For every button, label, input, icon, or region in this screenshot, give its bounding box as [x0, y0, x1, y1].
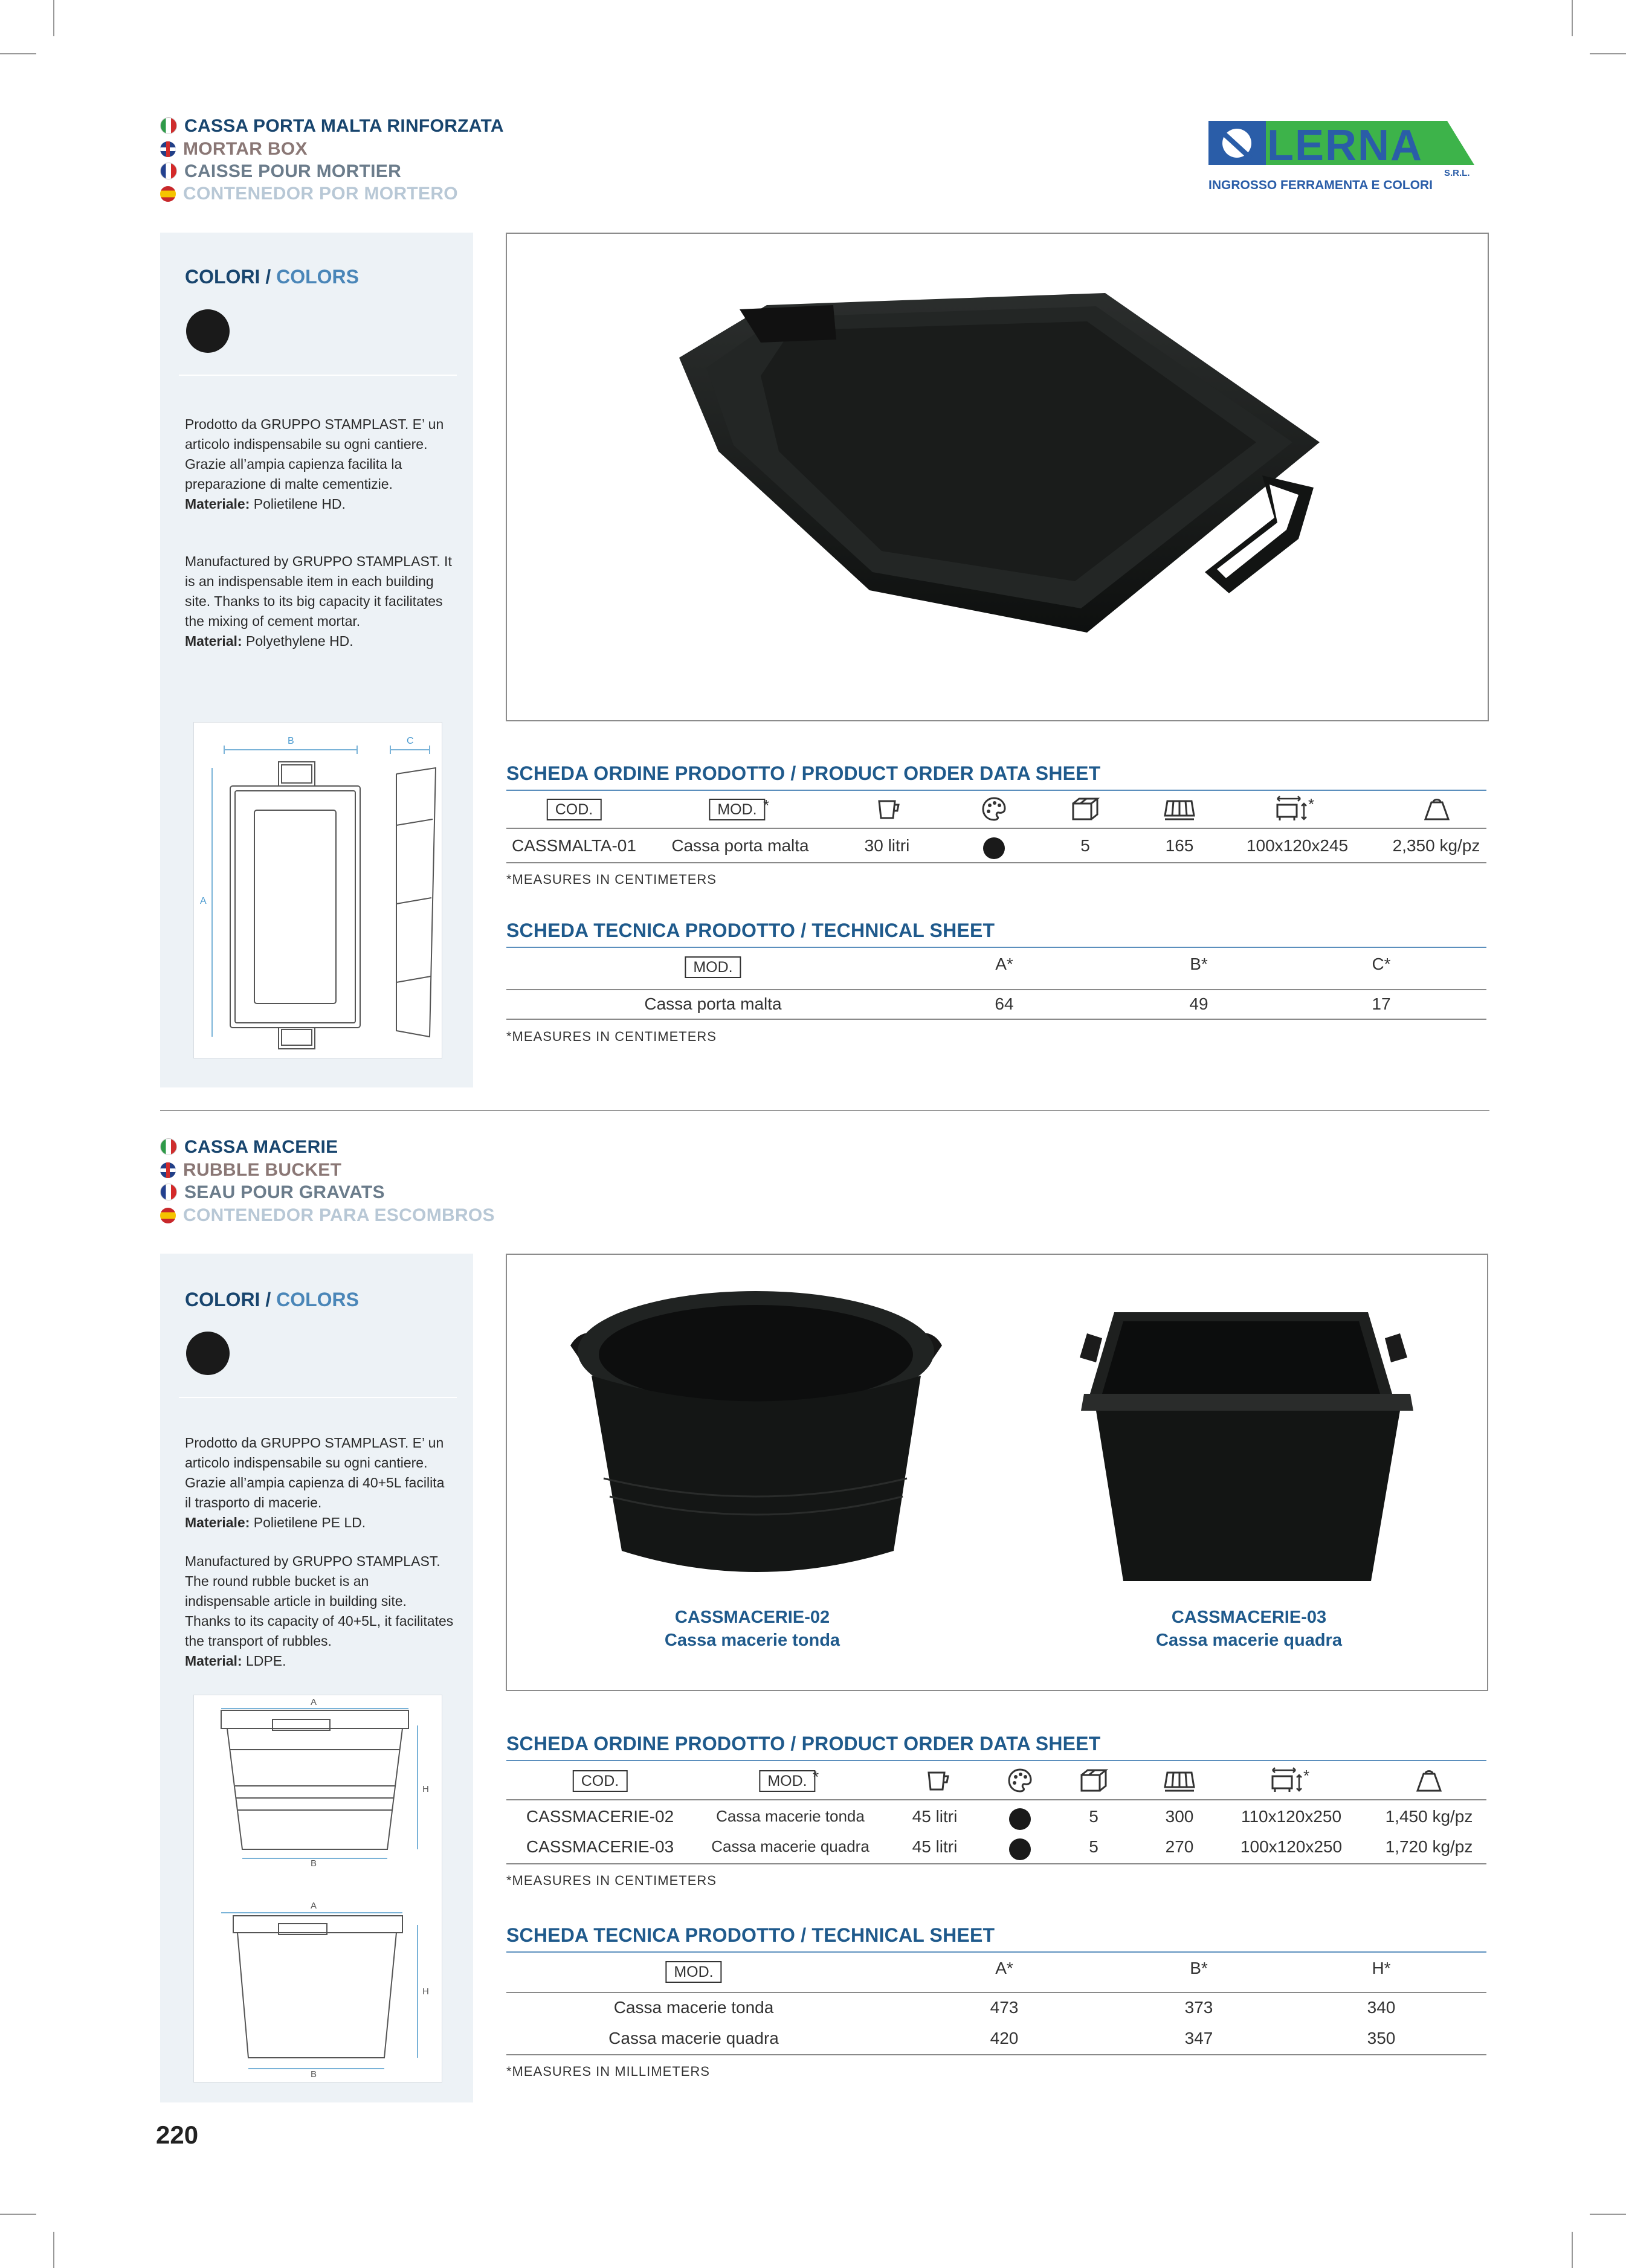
color-swatch-black [186, 309, 230, 353]
cell-h: 340 [1367, 1998, 1396, 2017]
square-bucket-photo [1080, 1312, 1413, 1581]
crop-mark [53, 0, 54, 36]
col-header-mod: MOD. [709, 799, 765, 820]
dimensions-icon [1269, 1767, 1305, 1797]
color-palette-icon [981, 796, 1007, 825]
colors-title: COLORI / COLORS [185, 266, 359, 288]
table-top-rule [506, 1760, 1486, 1761]
crop-mark [1572, 0, 1573, 36]
logo-suffix: S.R.L. [1444, 168, 1470, 178]
title-es: CONTENEDOR POR MORTERO [160, 182, 458, 205]
pallet-icon [1163, 1769, 1196, 1796]
cell-a: 64 [995, 994, 1014, 1013]
col-header-mod: MOD. [759, 1770, 815, 1792]
table-top-rule [506, 947, 1486, 948]
cell-a: 420 [990, 2029, 1019, 2047]
tech-header-b: B* [1190, 1959, 1208, 1977]
tech-header-b: B* [1190, 955, 1208, 973]
description-it: Prodotto da GRUPPO STAMPLAST. E’ un articolo indispensabile su ogni cantiere. Grazie all’ampia capienza facilita la preparazione di malte cementizie. Materiale: Polietilene HD. [185, 416, 444, 512]
italy-flag-icon [160, 117, 177, 134]
colors-title: COLORI / COLORS [185, 1289, 359, 1310]
cell-cod: CASSMALTA-01 [512, 836, 636, 855]
france-flag-icon [160, 1184, 177, 1200]
measure-note: *MEASURES IN MILLIMETERS [506, 2064, 710, 2079]
description-it: Prodotto da GRUPPO STAMPLAST. E’ un articolo indispensabile su ogni cantiere. Grazie all’ampia capienza di 40+5L facilita il trasporto di macerie. Materiale: Polietilene PE LD. [185, 1435, 445, 1530]
table-rule [506, 2054, 1486, 2055]
mortar-box-photo [507, 234, 1488, 720]
france-flag-icon [160, 163, 177, 179]
color-palette-icon [1007, 1768, 1033, 1796]
uk-flag-icon [160, 1162, 176, 1178]
cell-mod: Cassa macerie quadra [711, 1837, 869, 1855]
tech-sheet-title: SCHEDA TECNICA PRODOTTO / TECHNICAL SHEET [506, 1924, 995, 1946]
table-rule [506, 1019, 1486, 1020]
cell-b: 49 [1189, 994, 1208, 1013]
title-fr: SEAU POUR GRAVATS [160, 1181, 385, 1204]
dimensions-icon [1274, 795, 1310, 826]
capacity-icon [924, 1769, 949, 1795]
mod-asterisk: * [812, 1768, 819, 1786]
tech-sheet-title: SCHEDA TECNICA PRODOTTO / TECHNICAL SHEET [506, 920, 995, 941]
cell-capacity: 45 litri [912, 1807, 958, 1826]
drawing-label-c: C [407, 736, 414, 746]
cell-mod: Cassa macerie tonda [716, 1807, 865, 1825]
cell-pallet: 165 [1165, 836, 1194, 855]
italy-flag-icon [160, 1138, 177, 1155]
crop-mark [0, 53, 36, 54]
cell-pallet: 270 [1165, 1837, 1194, 1856]
description-en: Manufactured by GRUPPO STAMPLAST. The round rubble bucket is an indispensable article in building site. Thanks to its capacity of 40+5L, it facilitates the transport of rubbles. Material: LDPE. [185, 1553, 454, 1669]
table-rule [506, 828, 1486, 829]
crop-mark [53, 2232, 54, 2268]
crop-mark [1572, 2232, 1573, 2268]
drawing-label-b: B [288, 736, 294, 746]
table-rule [506, 1863, 1486, 1864]
title-en: MORTAR BOX [160, 138, 308, 161]
section-divider [160, 1110, 1489, 1111]
cell-weight: 1,720 kg/pz [1385, 1837, 1473, 1856]
product-photo-frame [506, 233, 1489, 721]
title-it: CASSA MACERIE [160, 1136, 338, 1159]
tech-header-mod: MOD. [685, 956, 741, 978]
measure-note: *MEASURES IN CENTIMETERS [506, 1873, 717, 1888]
weight-icon [1415, 1768, 1443, 1796]
table-top-rule [506, 790, 1486, 791]
measure-note: *MEASURES IN CENTIMETERS [506, 1029, 717, 1044]
drawing-label-h: H [422, 1986, 429, 1997]
title-it: CASSA PORTA MALTA RINFORZATA [160, 115, 504, 138]
drawing-label-h: H [422, 1784, 429, 1794]
table-top-rule [506, 1951, 1486, 1953]
cell-pack: 5 [1080, 836, 1090, 855]
cell-mod: Cassa porta malta [671, 836, 809, 855]
crop-mark [1590, 53, 1626, 54]
description-en: Manufactured by GRUPPO STAMPLAST. It is an indispensable item in each building site. Thanks to its big capacity it facilitates the mixing of cement mortar. Material: Polyethylene HD. [185, 553, 452, 649]
color-swatch-black [186, 1332, 230, 1375]
weight-icon [1423, 796, 1451, 825]
technical-drawing [193, 1695, 442, 2083]
cell-cod: CASSMACERIE-02 [526, 1807, 674, 1826]
color-dot-black [1009, 1838, 1031, 1860]
divider [179, 1397, 457, 1398]
uk-flag-icon [160, 141, 176, 157]
table-rule [506, 1992, 1486, 1993]
spain-flag-icon [160, 1208, 176, 1223]
measure-note: *MEASURES IN CENTIMETERS [506, 872, 717, 887]
cell-pallet: 300 [1165, 1807, 1194, 1826]
cell-mod: Cassa macerie tonda [613, 1998, 774, 2017]
table-rule [506, 1799, 1486, 1800]
package-icon [1069, 796, 1101, 825]
logo-brand: LERNA [1267, 121, 1423, 170]
title-fr: CAISSE POUR MORTIER [160, 160, 401, 183]
spain-flag-icon [160, 186, 176, 202]
tech-header-mod: MOD. [665, 1961, 721, 1983]
cell-pack: 5 [1089, 1837, 1099, 1856]
crop-mark [1590, 2214, 1626, 2215]
cell-b: 347 [1184, 2029, 1213, 2047]
dims-asterisk: * [1303, 1767, 1310, 1785]
title-es: CONTENEDOR PARA ESCOMBROS [160, 1204, 495, 1227]
tech-header-c: C* [1372, 955, 1391, 973]
cell-weight: 2,350 kg/pz [1392, 836, 1480, 855]
dims-asterisk: * [1308, 795, 1315, 813]
order-sheet-title: SCHEDA ORDINE PRODOTTO / PRODUCT ORDER DATA SHEET [506, 762, 1101, 784]
cell-h: 350 [1367, 2029, 1396, 2047]
cell-dims: 100x120x250 [1240, 1837, 1343, 1856]
color-dot-black [1009, 1808, 1031, 1830]
cell-dims: 110x120x250 [1240, 1807, 1342, 1826]
drawing-label-a: A [311, 1697, 317, 1707]
cell-b: 373 [1184, 1998, 1213, 2017]
page-number: 220 [156, 2121, 199, 2149]
cell-mod: Cassa porta malta [644, 994, 782, 1013]
technical-drawing [193, 722, 442, 1058]
title-en: RUBBLE BUCKET [160, 1159, 341, 1182]
cell-weight: 1,450 kg/pz [1385, 1807, 1473, 1826]
drawing-label-b: B [311, 2069, 317, 2080]
crop-mark [0, 2214, 36, 2215]
round-bucket-photo [570, 1291, 942, 1572]
caption-round-bucket: CASSMACERIE-02 Cassa macerie tonda [664, 1608, 840, 1650]
cell-pack: 5 [1089, 1807, 1099, 1826]
tech-header-a: A* [995, 1959, 1013, 1977]
company-logo [1205, 118, 1483, 196]
cell-a: 473 [990, 1998, 1019, 2017]
mod-asterisk: * [763, 796, 770, 814]
cell-cod: CASSMACERIE-03 [526, 1837, 674, 1856]
color-dot-black [983, 837, 1005, 859]
tech-header-a: A* [995, 955, 1013, 973]
logo-tagline: INGROSSO FERRAMENTA E COLORI [1208, 178, 1433, 192]
col-header-cod: COD. [573, 1770, 628, 1792]
table-rule [506, 989, 1486, 990]
drawing-label-a: A [311, 1901, 317, 1911]
cell-c: 17 [1372, 994, 1391, 1013]
drawing-label-a: A [200, 896, 207, 906]
package-icon [1078, 1768, 1109, 1796]
capacity-icon [874, 797, 900, 823]
cell-capacity: 30 litri [864, 836, 910, 855]
col-header-cod: COD. [547, 799, 602, 820]
table-rule [506, 862, 1486, 863]
cell-mod: Cassa macerie quadra [608, 2029, 779, 2047]
pallet-icon [1163, 797, 1196, 825]
divider [179, 375, 457, 376]
cell-capacity: 45 litri [912, 1837, 958, 1856]
caption-square-bucket: CASSMACERIE-03 Cassa macerie quadra [1156, 1608, 1342, 1650]
drawing-label-b: B [311, 1858, 317, 1869]
order-sheet-title: SCHEDA ORDINE PRODOTTO / PRODUCT ORDER DATA SHEET [506, 1733, 1101, 1754]
cell-dims: 100x120x245 [1246, 836, 1349, 855]
tech-header-h: H* [1372, 1959, 1391, 1977]
